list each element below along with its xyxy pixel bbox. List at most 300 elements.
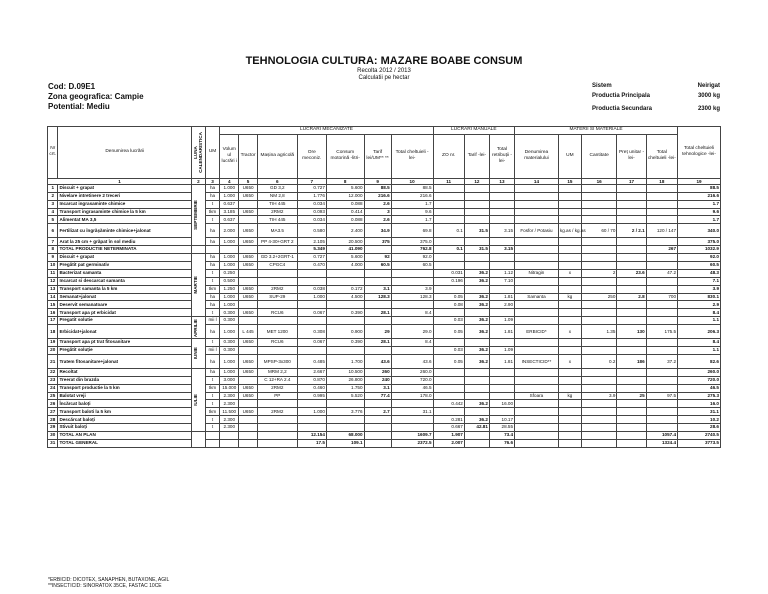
table-row [48, 317, 721, 325]
cell-umm [558, 439, 581, 447]
cell-trac [239, 424, 258, 432]
cell-pret [617, 400, 646, 408]
cell-zo: 0.196 [433, 277, 464, 285]
cell-tm [464, 192, 489, 200]
cell-tm [464, 432, 489, 440]
cell-zo: 2.007 [433, 439, 464, 447]
cell-cant [581, 317, 617, 325]
cell-cons [326, 301, 364, 309]
cell-um [205, 246, 220, 254]
cell-totm [646, 416, 677, 424]
cell-trac [239, 416, 258, 424]
col-number-17: 17 [617, 178, 646, 184]
cell-vol: 1.000 [220, 368, 239, 376]
cell-trm: 7.10 [489, 277, 514, 285]
cell-vol: 0.250 [220, 269, 239, 277]
cell-zo: 1.907 [433, 432, 464, 440]
cell-trm: 2.90 [489, 301, 514, 309]
cell-umm [558, 339, 581, 347]
table-row [48, 246, 721, 254]
cell-tm: 36.2 [464, 317, 489, 325]
cell-tot: 375.0 [391, 238, 433, 246]
cell-cant [581, 347, 617, 355]
cell-um: t [205, 216, 220, 224]
cell-ore: 0.460 [297, 384, 326, 392]
cell-ore [297, 416, 326, 424]
month-label-martie: MARTIE [193, 276, 199, 294]
cell-tot: 88.5 [391, 184, 433, 192]
cell-dm [515, 317, 559, 325]
col-tarif-manuale: Tarif -lei- [464, 134, 489, 178]
cell-tt: 31.1 [678, 408, 721, 416]
col-consum: Consum motorină -litri- [326, 134, 364, 178]
cell-vol: 3.000 [220, 376, 239, 384]
row-denumire: TOTAL GENERAL [58, 439, 192, 447]
cell-umm [558, 254, 581, 262]
cell-tarif: 2.6 [364, 200, 391, 208]
cell-mas: SUP-29 [257, 293, 297, 301]
cell-trac [239, 347, 258, 355]
cell-tarif: 128.3 [364, 293, 391, 301]
cell-dm [515, 200, 559, 208]
cell-totm [646, 192, 677, 200]
cell-totm [646, 317, 677, 325]
cell-zo [433, 285, 464, 293]
cell-totm [646, 376, 677, 384]
cell-cant [581, 376, 617, 384]
cell-tt: 9.6 [678, 208, 721, 216]
luna-vertical-label: LUNA CALENDARISTICA [193, 132, 204, 173]
cell-trac [239, 432, 258, 440]
cell-tarif [364, 269, 391, 277]
cell-um [205, 432, 220, 440]
cell-trac [239, 317, 258, 325]
table-row [48, 325, 721, 339]
row-denumire: Tratem fitosanitare+jalonat [58, 354, 192, 368]
col-number-5: 5 [239, 178, 258, 184]
cell-tot: 46.5 [391, 384, 433, 392]
cell-cons [326, 269, 364, 277]
cell-tarif [364, 400, 391, 408]
month-iulie [192, 368, 206, 431]
cell-totm [646, 384, 677, 392]
cell-tt: 2740.5 [678, 432, 721, 440]
cell-zo [433, 200, 464, 208]
cell-mas: MA3.5 [257, 224, 297, 238]
cell-umm [558, 238, 581, 246]
row-denumire: Discuit + grapat [58, 254, 192, 262]
cell-ore [297, 301, 326, 309]
row-number: 22 [48, 368, 58, 376]
cell-mas: 2RM2 [257, 208, 297, 216]
cell-ore: 1.000 [297, 408, 326, 416]
col-number-8: 8 [326, 178, 364, 184]
cell-tot: 69.8 [391, 224, 433, 238]
cell-tm: 36.2 [464, 416, 489, 424]
cell-trm [489, 254, 514, 262]
row-denumire: Arat la 25 cm + grăpat în sol mediu [58, 238, 192, 246]
productia-secundara-label: Productia Secundara [592, 106, 653, 112]
cell-trm: 10.17 [489, 416, 514, 424]
cell-cant [581, 216, 617, 224]
cell-mas [257, 439, 297, 447]
cell-pret [617, 368, 646, 376]
cell-cant [581, 208, 617, 216]
col-ore: Ore meconiz. [297, 134, 326, 178]
table-row [48, 216, 721, 224]
cell-tarif [364, 416, 391, 424]
cell-umm: x [558, 269, 581, 277]
cell-vol: 2.300 [220, 424, 239, 432]
cell-umm: x [558, 325, 581, 339]
col-nr: Nr crt. [48, 127, 58, 179]
cell-dm [515, 208, 559, 216]
cell-tm: 36.2 [464, 277, 489, 285]
table-row [48, 262, 721, 270]
row-number: 1 [48, 184, 58, 192]
footnote-insecticid: **INSECTICID: SINORATOX 35CE, FASTAC 10CE [48, 583, 162, 589]
cell-vol: 1.000 [220, 325, 239, 339]
cell-zo [433, 384, 464, 392]
cell-pret [617, 246, 646, 254]
table-row [48, 293, 721, 301]
cell-umm [558, 317, 581, 325]
cell-tt: 375.0 [678, 238, 721, 246]
cell-tarif: 92 [364, 254, 391, 262]
cell-zo [433, 309, 464, 317]
cell-vol: 0.300 [220, 339, 239, 347]
table-row [48, 347, 721, 355]
cell-cant [581, 184, 617, 192]
cell-cant [581, 400, 617, 408]
cell-tm [464, 384, 489, 392]
table-row [48, 309, 721, 317]
cell-tt: 206.3 [678, 325, 721, 339]
cell-vol: 1.000 [220, 192, 239, 200]
cell-tarif: 3.1 [364, 285, 391, 293]
row-denumire: Bacterizat samanta [58, 269, 192, 277]
cell-umm [558, 424, 581, 432]
cell-tt: 16.0 [678, 400, 721, 408]
month-iunie [192, 339, 206, 369]
cell-zo [433, 216, 464, 224]
cell-ore: 2.105 [297, 238, 326, 246]
cell-totm [646, 368, 677, 376]
cell-cons: 2.400 [326, 224, 364, 238]
cell-ore: 0.580 [297, 224, 326, 238]
cell-tot [391, 317, 433, 325]
cell-trm: 1.81 [489, 354, 514, 368]
cell-cant [581, 424, 617, 432]
cell-um: t [205, 200, 220, 208]
cell-dm [515, 424, 559, 432]
row-number: 23 [48, 376, 58, 384]
table-row [48, 301, 721, 309]
cell-cant: 250 [581, 293, 617, 301]
row-denumire: Balotat vreji [58, 392, 192, 400]
col-number-7: 7 [297, 178, 326, 184]
cell-tot: 720.0 [391, 376, 433, 384]
cell-ore: 0.067 [297, 309, 326, 317]
cell-pret: 130 [617, 325, 646, 339]
cell-umm [558, 416, 581, 424]
cell-totm: 97.5 [646, 392, 677, 400]
cell-vol: 11.500 [220, 408, 239, 416]
col-number-13: 13 [489, 178, 514, 184]
cell-cons: 0.088 [326, 200, 364, 208]
cell-umm [558, 309, 581, 317]
cell-totm [646, 301, 677, 309]
cell-zo [433, 262, 464, 270]
cell-zo: 0.031 [433, 269, 464, 277]
row-number: 12 [48, 277, 58, 285]
cell-totm [646, 254, 677, 262]
cell-vol: 1.000 [220, 184, 239, 192]
cell-um: tkm [205, 384, 220, 392]
row-number: 27 [48, 408, 58, 416]
cell-tm: 36.2 [464, 400, 489, 408]
row-number: 20 [48, 347, 58, 355]
cell-zo: 0.05 [433, 293, 464, 301]
cell-ore: 2.667 [297, 368, 326, 376]
cell-tt: 2.9 [678, 301, 721, 309]
cell-dm [515, 408, 559, 416]
cell-umm [558, 368, 581, 376]
cell-tm: 36.2 [464, 269, 489, 277]
cell-tm: 31.5 [464, 246, 489, 254]
cell-um: tkm [205, 208, 220, 216]
row-denumire: Pregătit soluție [58, 347, 192, 355]
row-denumire: Încărcat baloți [58, 400, 192, 408]
cell-totm: 1057.4 [646, 432, 677, 440]
meta-right-labels [592, 82, 652, 115]
cell-tarif [364, 317, 391, 325]
table-row [48, 392, 721, 400]
cell-cons: 0.390 [326, 309, 364, 317]
col-denumire: Denumirea lucrării [58, 127, 192, 179]
row-number: 26 [48, 400, 58, 408]
cell-tt: 216.6 [678, 192, 721, 200]
cell-zo [433, 339, 464, 347]
cell-tarif: 88.5 [364, 184, 391, 192]
cell-umm [558, 408, 581, 416]
footnote-erbicid: *ERBICID: DICOTEX, SANAPHEN, BUTAXONE, AGIL [48, 577, 170, 583]
cell-umm [558, 432, 581, 440]
cell-totm [646, 339, 677, 347]
row-number: 18 [48, 325, 58, 339]
cell-trac [239, 200, 258, 208]
cell-um: ha [205, 192, 220, 200]
cell-tt: 275.3 [678, 392, 721, 400]
cell-trac [239, 439, 258, 447]
cell-totm [646, 200, 677, 208]
cell-tot: 3.9 [391, 285, 433, 293]
col-number-15: 15 [558, 178, 581, 184]
table-row [48, 285, 721, 293]
potential-label: Potential: Mediu [48, 102, 110, 111]
cell-tm [464, 392, 489, 400]
row-number: 14 [48, 293, 58, 301]
cell-cons: 12.000 [326, 192, 364, 200]
cell-cons: 5.600 [326, 184, 364, 192]
cell-zo: 0.08 [433, 301, 464, 309]
cell-cant: 0.2 [581, 354, 617, 368]
cell-totm: 120 / 147 [646, 224, 677, 238]
cell-dm [515, 384, 559, 392]
row-denumire: Transport ingrasaminte chimice la 5 km [58, 208, 192, 216]
cell-cant [581, 416, 617, 424]
cell-cant [581, 285, 617, 293]
row-denumire: Incarcat si descarcat samanta [58, 277, 192, 285]
cell-totm: 700 [646, 293, 677, 301]
col-total-materiale: Total cheltuieli -lei- [646, 134, 677, 178]
cell-trm [489, 238, 514, 246]
cell-trm: 16.00 [489, 400, 514, 408]
productia-principala-label: Productia Principala [592, 92, 651, 99]
col-um: UM [205, 127, 220, 179]
cell-umm [558, 285, 581, 293]
table-row [48, 192, 721, 200]
cell-tt: 60.5 [678, 262, 721, 270]
cell-vol: 1.000 [220, 293, 239, 301]
cell-pret: 2 / 2.1 [617, 224, 646, 238]
cell-cant [581, 262, 617, 270]
cell-pret [617, 432, 646, 440]
cell-cons [326, 416, 364, 424]
cell-mas [257, 246, 297, 254]
cell-ore [297, 400, 326, 408]
cell-ore [297, 347, 326, 355]
col-zo: ZO nr. [433, 134, 464, 178]
cell-umm [558, 216, 581, 224]
row-denumire: Transport samanta la 5 km [58, 285, 192, 293]
row-denumire: Transport apa pt erbicidat [58, 309, 192, 317]
cell-trac: L 445 [239, 325, 258, 339]
cell-trm: 73.4 [489, 432, 514, 440]
table-row [48, 384, 721, 392]
cell-dm [515, 368, 559, 376]
cell-trac [239, 376, 258, 384]
cell-ore: 12.154 [297, 432, 326, 440]
row-denumire: Semanat+jalonat [58, 293, 192, 301]
cell-trm [489, 216, 514, 224]
table-row [48, 354, 721, 368]
row-denumire: Nivelare intretinere 2 treceri [58, 192, 192, 200]
month-aprilie [192, 317, 206, 339]
cell-dm [515, 301, 559, 309]
table-row [48, 368, 721, 376]
cell-totm [646, 285, 677, 293]
cell-um: ha [205, 254, 220, 262]
cell-umm [558, 192, 581, 200]
col-volum: Volum ul lucrări i [220, 134, 239, 178]
table-row [48, 432, 721, 440]
cell-totm: 267 [646, 246, 677, 254]
cell-mas: MET 1200 [257, 325, 297, 339]
cell-umm [558, 376, 581, 384]
cell-pret [617, 376, 646, 384]
cell-trac: U650 [239, 184, 258, 192]
row-number: 31 [48, 439, 58, 447]
month-cell [192, 432, 206, 448]
cell-trm: 1.12 [489, 269, 514, 277]
productia-secundara-value: 2300 kg [697, 106, 720, 112]
cell-vol [220, 432, 239, 440]
cell-tt: 260.0 [678, 368, 721, 376]
cell-tt: 1.1 [678, 317, 721, 325]
cell-tot [391, 301, 433, 309]
cell-ore: 0.727 [297, 254, 326, 262]
table-row [48, 200, 721, 208]
cell-tm [464, 238, 489, 246]
cell-mas: MRM 2,2 [257, 368, 297, 376]
cell-cant: 3.9 [581, 392, 617, 400]
cell-tot: 92.0 [391, 254, 433, 262]
cell-trac: U650 [239, 368, 258, 376]
cell-pret [617, 408, 646, 416]
cell-totm [646, 309, 677, 317]
cell-trac: U650 [239, 238, 258, 246]
cell-mas: RCU6 [257, 309, 297, 317]
cell-um: ha [205, 238, 220, 246]
cell-mas: PP 4-30+GRT 2 [257, 238, 297, 246]
table-row [48, 254, 721, 262]
cell-cons: 20.500 [326, 238, 364, 246]
cell-dm [515, 285, 559, 293]
cell-pret [617, 384, 646, 392]
cell-tm [464, 254, 489, 262]
col-cantitate: Cantitate [581, 134, 617, 178]
cell-cant [581, 309, 617, 317]
group-manuale: LUCRARI MANUALE [433, 127, 515, 135]
cell-trm [489, 384, 514, 392]
cell-trm [489, 208, 514, 216]
cell-umm: kg.as / kg.as [558, 224, 581, 238]
cell-mas: TIH 445 [257, 216, 297, 224]
cell-dm: Sfoara [515, 392, 559, 400]
cell-umm [558, 301, 581, 309]
cell-tot [391, 416, 433, 424]
cell-cons: 5.600 [326, 254, 364, 262]
cell-mas [257, 317, 297, 325]
table-row [48, 208, 721, 216]
subtitle-recolta: Recolta 2012 / 2013 [357, 68, 411, 74]
row-number: 19 [48, 339, 58, 347]
cell-dm [515, 246, 559, 254]
cell-trac [239, 269, 258, 277]
cell-ore: 17.5 [297, 439, 326, 447]
cell-cant [581, 368, 617, 376]
table-row [48, 224, 721, 238]
cell-um: t [205, 424, 220, 432]
cell-mas: RCU6 [257, 339, 297, 347]
cell-um: ha [205, 301, 220, 309]
cell-ore: 0.995 [297, 392, 326, 400]
cell-dm [515, 400, 559, 408]
cell-ore [297, 317, 326, 325]
cell-vol: 0.300 [220, 309, 239, 317]
cell-trm [489, 285, 514, 293]
cell-cons: 1.750 [326, 384, 364, 392]
col-number-19: 19 [678, 178, 721, 184]
row-number: 8 [48, 246, 58, 254]
cell-dm: Nitragin [515, 269, 559, 277]
row-number: 2 [48, 192, 58, 200]
cell-trac: U650 [239, 293, 258, 301]
col-total-tehnologice: Total cheltuieli tehnologice -lei- [678, 127, 721, 179]
cell-tarif: 375 [364, 238, 391, 246]
col-number-16: 16 [581, 178, 617, 184]
